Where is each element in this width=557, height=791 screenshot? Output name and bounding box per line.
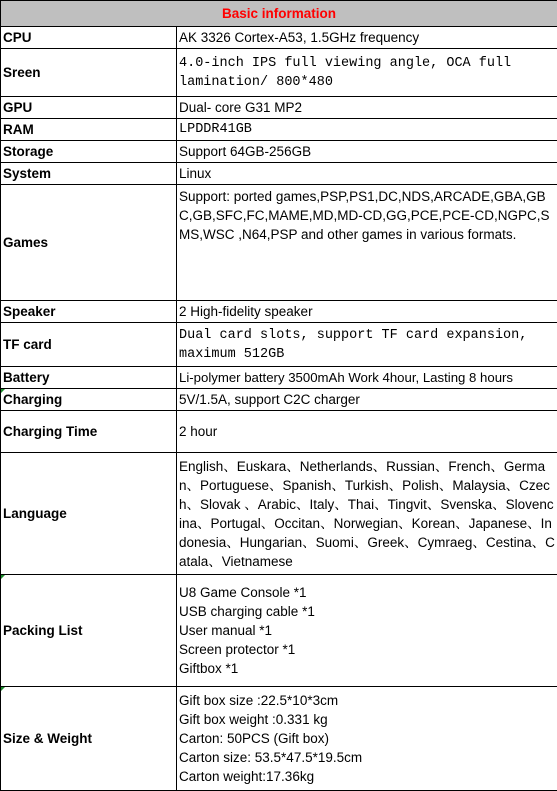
speaker-value: 2 High-fidelity speaker [177,301,557,323]
tf-card-label: TF card [1,323,177,367]
table-row [1,119,557,141]
tf-card-value: Dual card slots, support TF card expansion, maximum 512GB [177,323,557,367]
system-label: System [1,163,177,185]
list-item: U8 Game Console *1 [179,585,307,600]
table-row [1,97,557,119]
table-row [1,163,557,185]
gpu-value: Dual- core G31 MP2 [177,97,557,119]
language-label: Language [1,453,177,575]
packing-list-label: Packing List [1,575,177,687]
gpu-label: GPU [1,97,177,119]
charging-time-label: Charging Time [1,411,177,453]
list-item: Gift box size :22.5*10*3cm [179,693,339,708]
language-value: English、Euskara、Netherlands、Russian、French、German、Portuguese、Spanish、Turkish、Polish、Malaysia、Czech、Slovak 、Arabic、Italy、Thai、Tingvit、Svenska、Slovencina、Portugal、Occitan、Norwegian、Korean、Japanese、Indonesia、Hungarian、Suomi、Greek、Cymraeg、Cestina、Catala、Vietnamese [177,453,557,575]
list-item: Carton size: 53.5*47.5*19.5cm [179,750,363,765]
charging-label: Charging [1,389,177,411]
cpu-label: CPU [1,27,177,49]
table-title: Basic information [1,1,557,27]
battery-value: Li-polymer battery 3500mAh Work 4hour, Lasting 8 hours [177,367,557,389]
storage-value: Support 64GB-256GB [177,141,557,163]
charging-time-value: 2 hour [177,411,557,453]
table-row [1,185,557,301]
system-value: Linux [177,163,557,185]
screen-value: 4.0-inch IPS full viewing angle, OCA full lamination/ 800*480 [177,49,557,97]
table-row [1,141,557,163]
storage-label: Storage [1,141,177,163]
table-row [1,411,557,453]
size-weight-label: Size & Weight [1,687,177,791]
table-row [1,301,557,323]
list-item: Carton weight:17.36kg [179,769,315,784]
table-row [1,575,557,687]
table-row [1,323,557,367]
games-value: Support: ported games,PSP,PS1,DC,NDS,ARCADE,GBA,GBC,GB,SFC,FC,MAME,MD,MD-CD,GG,PCE,PCE-CD,NGPC,SMS,WSC ,N64,PSP and other games in various formats. [177,185,557,301]
list-item: Giftbox *1 [179,661,239,676]
size-weight-value [177,687,557,791]
list-item: USB charging cable *1 [179,604,315,619]
list-item: Gift box weight :0.331 kg [179,712,328,727]
table-row [1,367,557,389]
packing-list-value [177,575,557,687]
ram-label: RAM [1,119,177,141]
table-row [1,453,557,575]
table-row [1,27,557,49]
games-label: Games [1,185,177,301]
screen-label: Sreen [1,49,177,97]
table-row [1,49,557,97]
list-item: Screen protector *1 [179,642,296,657]
battery-label: Battery [1,367,177,389]
list-item: Carton: 50PCS (Gift box) [179,731,330,746]
speaker-label: Speaker [1,301,177,323]
table-row [1,389,557,411]
ram-value: LPDDR41GB [177,119,557,141]
table-row [1,687,557,791]
charging-value: 5V/1.5A, support C2C charger [177,389,557,411]
list-item: User manual *1 [179,623,273,638]
cpu-value: AK 3326 Cortex-A53, 1.5GHz frequency [177,27,557,49]
